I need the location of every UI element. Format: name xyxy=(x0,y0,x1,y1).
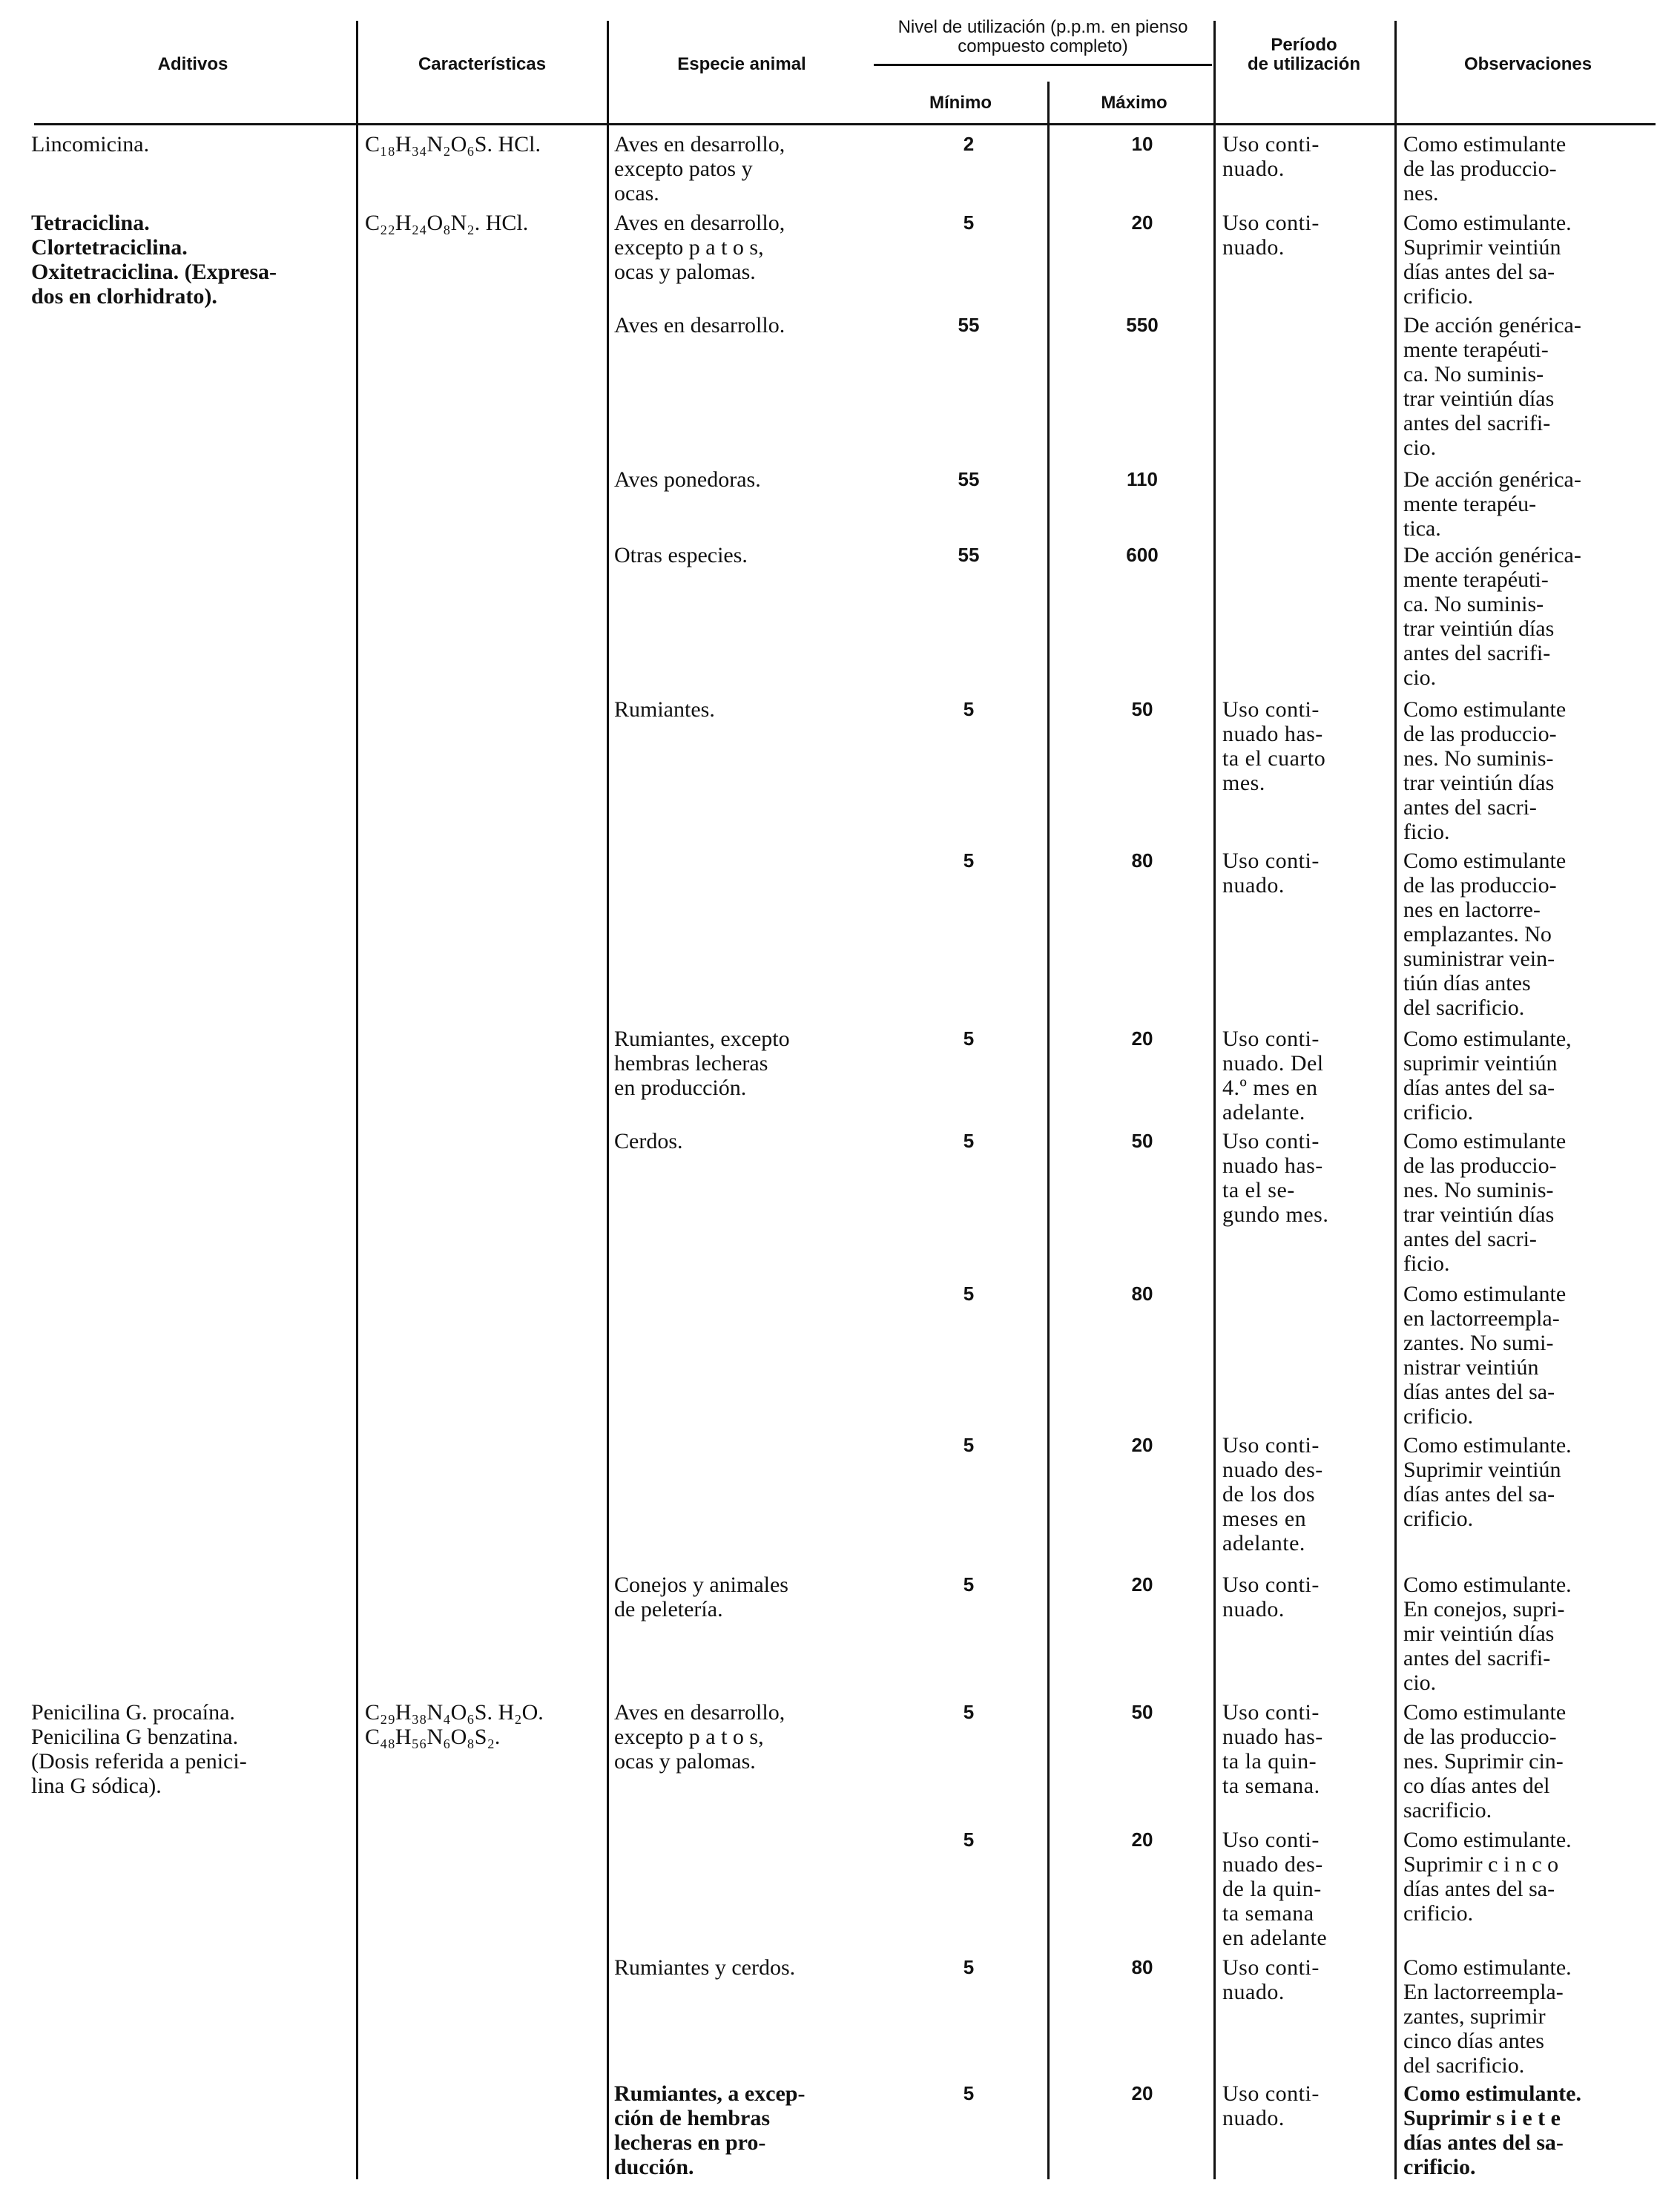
row-maximo: 110 xyxy=(1127,468,1158,490)
row-observaciones: Como estimulante. Suprimir c i n c o días antes del sa- crificio. xyxy=(1403,1828,1572,1926)
header-periodo: Período de utilización xyxy=(1247,35,1360,74)
header-minimo: Mínimo xyxy=(929,93,992,113)
row-observaciones: Como estimulante de las produccio- nes. Suprimir cin- co días antes del sacrificio. xyxy=(1403,1700,1567,1823)
row-minimo: 55 xyxy=(958,544,980,566)
row-especie: Cerdos. xyxy=(614,1129,683,1153)
row-maximo: 20 xyxy=(1131,1027,1153,1050)
row-minimo: 5 xyxy=(963,1573,975,1596)
additive-formula: C₂₉H₃₈N₄O₆S. H₂O. C₄₈H₅₆N₆O₈S₂. xyxy=(365,1700,544,1749)
row-minimo: 5 xyxy=(963,2082,975,2104)
column-divider xyxy=(356,21,358,2179)
row-observaciones: Como estimulante de las produccio- nes. No suminis- trar veintiún días antes del sacri- ficio. xyxy=(1403,1129,1567,1276)
row-periodo: Uso conti- nuado. xyxy=(1222,211,1320,260)
row-observaciones: De acción genérica- mente terapéuti- ca. No suminis- trar veintiún días antes del sacrifi- cio. xyxy=(1403,543,1581,690)
column-divider xyxy=(1213,21,1216,2179)
column-divider xyxy=(1047,82,1050,2179)
row-especie: Rumiantes, a excep- ción de hembras lecheras en pro- ducción. xyxy=(614,2081,806,2179)
row-minimo: 5 xyxy=(963,211,975,234)
row-minimo: 5 xyxy=(963,1027,975,1050)
header-subrule xyxy=(874,64,1212,66)
header-aditivos: Aditivos xyxy=(157,54,228,74)
row-periodo: Uso conti- nuado has- ta el se- gundo mes. xyxy=(1222,1129,1329,1227)
row-periodo: Uso conti- nuado. xyxy=(1222,2081,1320,2130)
additive-name: Lincomicina. xyxy=(31,132,150,157)
row-maximo: 80 xyxy=(1131,1956,1153,1978)
row-especie: Rumiantes y cerdos. xyxy=(614,1955,796,1980)
row-minimo: 5 xyxy=(963,1130,975,1152)
row-observaciones: Como estimulante. Suprimir veintiún días antes del sa- crificio. xyxy=(1403,1433,1572,1531)
additive-formula: C₂₂H₂₄O₈N₂. HCl. xyxy=(365,211,529,235)
row-minimo: 5 xyxy=(963,1701,975,1723)
row-minimo: 5 xyxy=(963,1828,975,1851)
row-especie: Aves ponedoras. xyxy=(614,467,761,492)
header-caracteristicas: Características xyxy=(418,54,547,74)
row-maximo: 600 xyxy=(1126,544,1159,566)
row-observaciones: Como estimulante. En lactorreempla- zantes, suprimir cinco días antes del sacrificio. xyxy=(1403,1955,1572,2078)
row-observaciones: Como estimulante. En conejos, supri- mir veintiún días antes del sacrifi- cio. xyxy=(1403,1573,1572,1695)
row-minimo: 5 xyxy=(963,849,975,872)
row-observaciones: Como estimulante, suprimir veintiún días antes del sa- crificio. xyxy=(1403,1027,1572,1125)
row-maximo: 10 xyxy=(1131,133,1153,155)
row-maximo: 550 xyxy=(1126,314,1159,336)
additive-name: Penicilina G. procaína. Penicilina G benzatina. (Dosis referida a penici- lina G sódica). xyxy=(31,1700,247,1798)
row-observaciones: Como estimulante. Suprimir s i e t e días antes del sa- crificio. xyxy=(1403,2081,1581,2179)
row-periodo: Uso conti- nuado des- de la quin- ta semana en adelante xyxy=(1222,1828,1328,1950)
row-periodo: Uso conti- nuado. xyxy=(1222,849,1320,898)
row-minimo: 5 xyxy=(963,1956,975,1978)
row-observaciones: Como estimulante de las produccio- nes en lactorre- emplazantes. No suministrar vein- tiún días antes del sacrificio. xyxy=(1403,849,1567,1020)
row-maximo: 20 xyxy=(1131,1434,1153,1456)
row-observaciones: Como estimulante de las produccio- nes. xyxy=(1403,132,1567,205)
row-maximo: 80 xyxy=(1131,849,1153,872)
row-especie: Otras especies. xyxy=(614,543,748,567)
row-observaciones: Como estimulante de las produccio- nes. No suminis- trar veintiún días antes del sacri- ficio. xyxy=(1403,697,1567,844)
header-nivel: Nivel de utilización (p.p.m. en pienso compuesto completo) xyxy=(897,17,1188,56)
row-observaciones: Como estimulante. Suprimir veintiún días antes del sa- crificio. xyxy=(1403,211,1572,309)
additive-formula: C₁₈H₃₄N₂O₆S. HCl. xyxy=(365,132,541,157)
row-maximo: 50 xyxy=(1131,698,1153,720)
row-maximo: 20 xyxy=(1131,1828,1153,1851)
row-periodo: Uso conti- nuado. xyxy=(1222,132,1320,181)
row-especie: Aves en desarrollo, excepto p a t o s, ocas y palomas. xyxy=(614,1700,785,1774)
column-divider xyxy=(607,21,609,2179)
row-periodo: Uso conti- nuado. Del 4.º mes en adelante. xyxy=(1222,1027,1324,1125)
row-maximo: 80 xyxy=(1131,1283,1153,1305)
row-minimo: 55 xyxy=(958,468,980,490)
row-periodo: Uso conti- nuado. xyxy=(1222,1573,1320,1621)
header-especie: Especie animal xyxy=(677,54,806,74)
row-periodo: Uso conti- nuado des- de los dos meses en adelante. xyxy=(1222,1433,1323,1555)
row-maximo: 20 xyxy=(1131,1573,1153,1596)
header-observaciones: Observaciones xyxy=(1463,54,1592,74)
row-observaciones: De acción genérica- mente terapéu- tica. xyxy=(1403,467,1581,541)
row-especie: Aves en desarrollo. xyxy=(614,313,785,338)
row-maximo: 20 xyxy=(1131,211,1153,234)
row-periodo: Uso conti- nuado has- ta la quin- ta semana. xyxy=(1222,1700,1323,1798)
row-especie: Aves en desarrollo, excepto p a t o s, ocas y palomas. xyxy=(614,211,785,284)
row-minimo: 5 xyxy=(963,698,975,720)
row-periodo: Uso conti- nuado has- ta el cuarto mes. xyxy=(1222,697,1326,795)
row-minimo: 5 xyxy=(963,1283,975,1305)
row-periodo: Uso conti- nuado. xyxy=(1222,1955,1320,2004)
row-observaciones: Como estimulante en lactorreempla- zantes. No sumi- nistrar veintiún días antes del sa- crificio. xyxy=(1403,1282,1567,1429)
row-especie: Conejos y animales de peletería. xyxy=(614,1573,788,1621)
row-maximo: 50 xyxy=(1131,1130,1153,1152)
row-especie: Rumiantes, excepto hembras lecheras en producción. xyxy=(614,1027,790,1100)
row-especie: Aves en desarrollo, excepto patos y ocas. xyxy=(614,132,785,205)
header-rule xyxy=(34,123,1656,125)
row-maximo: 50 xyxy=(1131,1701,1153,1723)
row-especie: Rumiantes. xyxy=(614,697,715,722)
row-minimo: 5 xyxy=(963,1434,975,1456)
column-divider xyxy=(1394,21,1397,2179)
additive-name: Tetraciclina. Clortetraciclina. Oxitetraciclina. (Expresa- dos en clorhidrato). xyxy=(31,211,277,309)
row-minimo: 2 xyxy=(963,133,975,155)
header-maximo: Máximo xyxy=(1101,93,1167,113)
row-observaciones: De acción genérica- mente terapéuti- ca. No suminis- trar veintiún días antes del sacrifi- cio. xyxy=(1403,313,1581,460)
row-minimo: 55 xyxy=(958,314,980,336)
row-maximo: 20 xyxy=(1131,2082,1153,2104)
